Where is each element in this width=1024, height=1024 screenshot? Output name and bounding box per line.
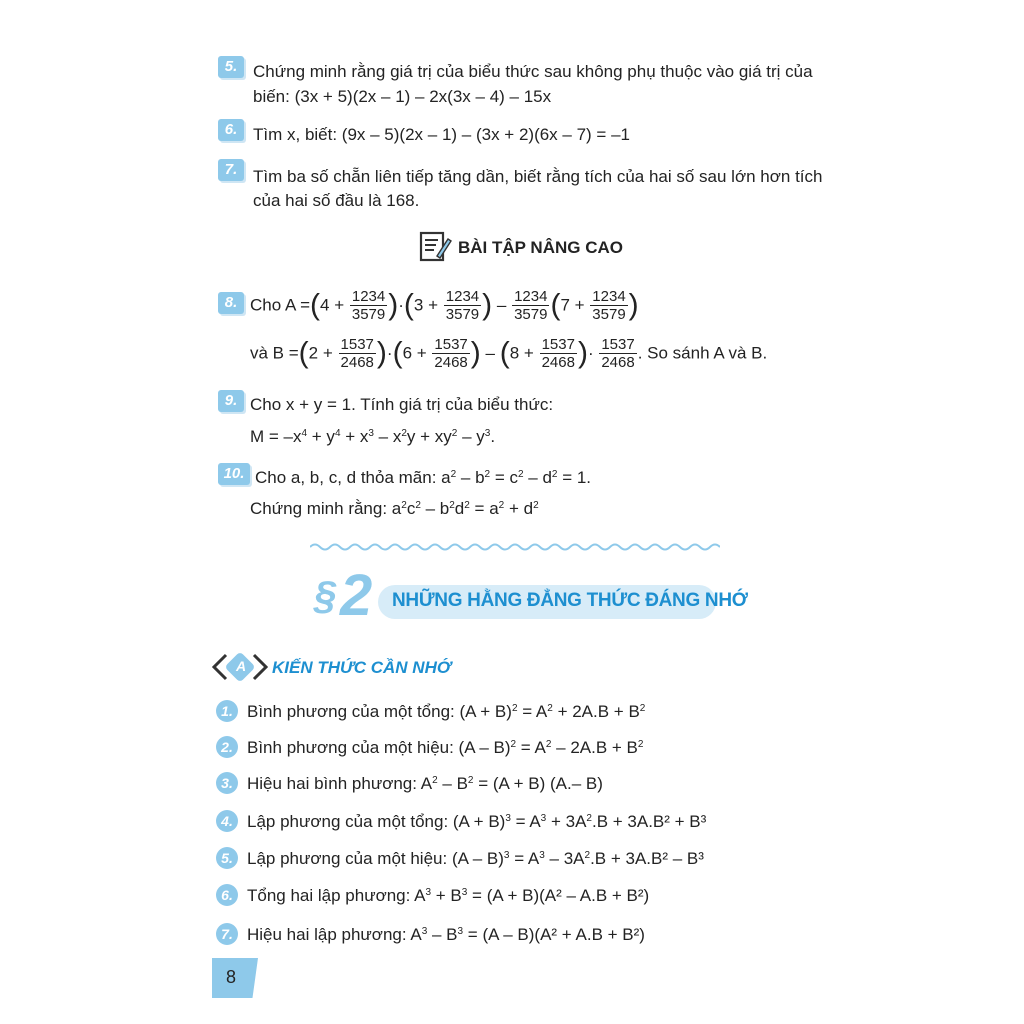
problem-9-expression: $M = -x^4 + y^4 + x^3 - x^2y + xy^2 - y^3$. [250,427,496,446]
fraction: $\frac{1234}{3579}$ [592,288,626,324]
section-title: NHỮNG HẰNG ĐẲNG THỨC ĐÁNG NHỚ [392,590,748,611]
text: 4 + [320,295,345,315]
problem-8-line-b: và B =(2 + $\frac{1537}{2468}$ )·(6 + $\frac{1537}{2468}$ ) – (8 + $\frac{1537}{2468}$ )· $\frac{1537}{2468}$ . So sánh A và B. [250,336,768,372]
page-number: 8 [226,967,237,987]
identity-number-badge: 4. [216,810,238,832]
fraction: $\frac{1234}{3579}$ [514,288,548,324]
identity-number-badge: 5. [216,847,238,869]
identity-item: Tổng hai lập phương: $A^3 + B^3 = (A + B)(A^2 - A.B + B^2)$ [247,886,650,905]
fraction: $\frac{1537}{2468}$ [541,336,575,372]
problem-number-badge: 8. [218,292,244,314]
section-symbol: § [314,574,337,618]
text: Cho A = [250,295,311,315]
notepad-pencil-icon [418,230,452,264]
identity-item: Hiệu hai bình phương: $A^2 - B^2 = (A + B)$ (A.– B) [247,774,603,793]
problem-number-badge: 6. [218,119,244,141]
problem-number-badge: 9. [218,390,244,412]
problem-7-line1: Tìm ba số chẵn liên tiếp tăng dần, biết rằng tích của hai số sau lớn hơn tích [253,167,823,186]
problem-9-line1: Cho x + y = 1. Tính giá trị của biểu thức: [250,395,554,414]
identity-number-badge: 6. [216,884,238,906]
fraction: $\frac{1234}{3579}$ [351,288,386,324]
knowledge-heading: KIẾN THỨC CẦN NHỚ [272,658,452,677]
fraction: $\frac{1234}{3579}$ [445,288,480,324]
problem-7-line2: của hai số đầu là 168. [253,191,420,210]
fraction: $\frac{1537}{2468}$ [434,336,468,372]
problem-5-line1: Chứng minh rằng giá trị của biểu thức sau không phụ thuộc vào giá trị của [253,62,813,81]
wavy-divider [310,540,720,554]
identity-item: Bình phương của một hiệu: $(A - B)^2 = A^2 - 2A.B + B^2$ [247,738,644,757]
fraction: $\frac{1537}{2468}$ [601,336,635,372]
problem-5-line2: biến: (3x + 5)(2x – 1) – 2x(3x – 4) – 15x [253,87,552,106]
identity-number-badge: 2. [216,736,238,758]
problem-6-text: Tìm x, biết: (9x – 5)(2x – 1) – (3x + 2)(6x – 7) = –1 [253,125,630,144]
knowledge-badge-letter: A [235,658,247,674]
advanced-exercises-heading: BÀI TẬP NÂNG CAO [458,238,623,257]
problem-10-line1: Cho a, b, c, d thỏa mãn: $a^2 - b^2 = c^2 - d^2 = 1$. [255,468,592,487]
identity-number-badge: 1. [216,700,238,722]
problem-number-badge: 5. [218,56,244,78]
identity-item: Lập phương của một hiệu: $(A - B)^3 = A^3 - 3A^2.B + 3A.B^2 - B^3$ [247,849,704,868]
problem-number-badge: 7. [218,159,244,181]
section-number: 2 [340,563,373,628]
identity-item: Hiệu hai lập phương: $A^3 - B^3 = (A - B)(A^2 + A.B + B^2)$ [247,925,645,944]
identity-number-badge: 7. [216,923,238,945]
problem-10-line2: Chứng minh rằng: $a^2c^2 - b^2d^2 = a^2 + d^2$ [250,499,539,518]
identity-item: Lập phương của một tổng: $(A + B)^3 = A^3 + 3A^2.B + 3A.B^2 + B^3$ [247,812,707,831]
fraction: $\frac{1537}{2468}$ [340,336,374,372]
problem-8-line-a: Cho A =(4 + $\frac{1234}{3579}$ )·(3 + $\frac{1234}{3579}$ ) – $\frac{1234}{3579}$ (7 + $\frac{1234}{3579}$ ) [250,288,639,324]
identity-number-badge: 3. [216,772,238,794]
problem-number-badge: 10. [218,463,250,485]
identity-item: Bình phương của một tổng: $(A + B)^2 = A^2 + 2A.B + B^2$ [247,702,646,721]
